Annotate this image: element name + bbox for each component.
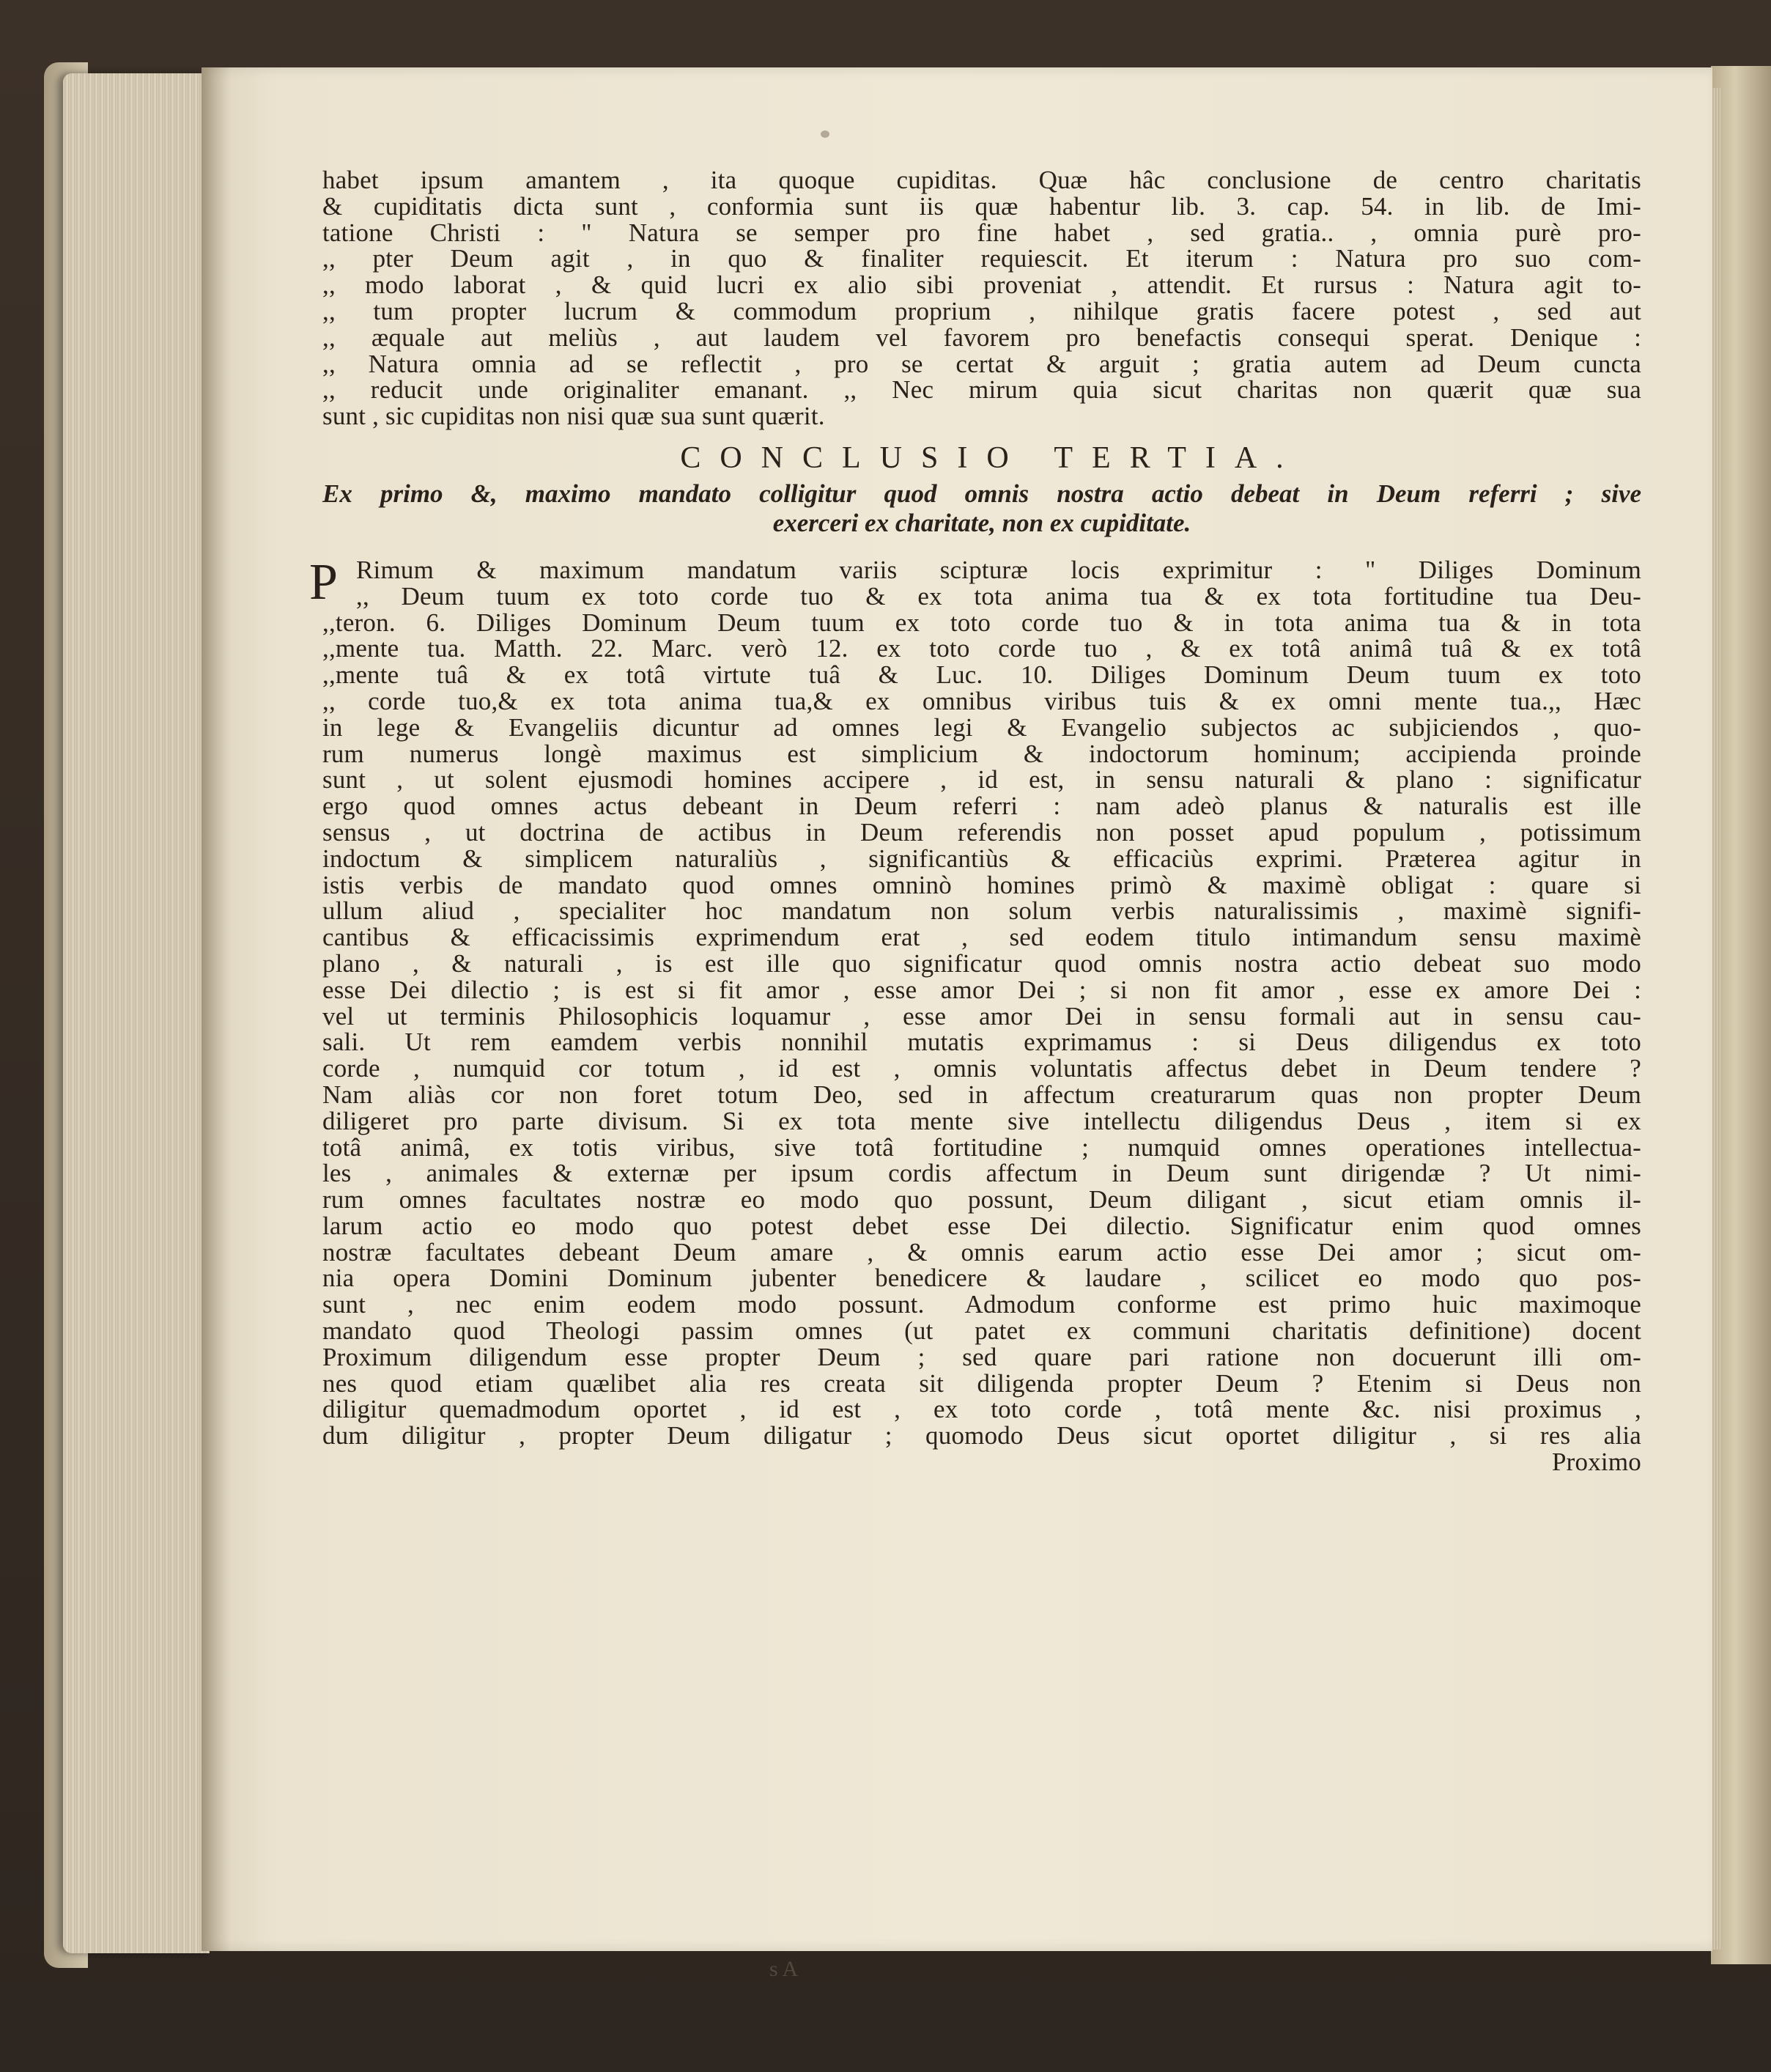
text-line: in lege & Evangeliis dicuntur ad omnes legi & Evangelio subjectos ac subjiciendos , quo- bbox=[322, 712, 1641, 742]
text-line: ,, reducit unde originaliter emanant. ,, Nec mirum quia sicut charitas non quærit quæ sua bbox=[322, 375, 1641, 405]
ink-spot bbox=[821, 130, 829, 138]
text-line: ,,mente tua. Matth. 22. Marc. verò 12. ex toto corde tuo , & ex totâ animâ tuâ & ex totâ bbox=[322, 634, 1641, 663]
drop-cap: P bbox=[309, 553, 338, 611]
text-line: ,, pter Deum agit , in quo & finaliter requiescit. Et iterum : Natura pro suo com- bbox=[322, 244, 1641, 273]
text-line: ,, modo laborat , & quid lucri ex alio sibi proveniat , attendit. Et rursus : Natura agit to- bbox=[322, 270, 1641, 300]
text-line: ullum aliud , specialiter hoc mandatum non solum verbis naturalissimis , maximè signifi- bbox=[322, 896, 1641, 926]
text-line: sunt , sic cupiditas non nisi quæ sua sunt quærit. bbox=[322, 402, 825, 431]
text-line: esse Dei dilectio ; is est si fit amor , esse amor Dei ; si non fit amor , esse ex amore Dei : bbox=[322, 975, 1641, 1004]
text-line: diligitur quemadmodum oportet , id est , ex toto corde , totâ mente &c. nisi proximus , bbox=[322, 1395, 1641, 1424]
text-line: sali. Ut rem eamdem verbis nonnihil mutatis exprimamus : si Deus diligendus ex toto bbox=[322, 1028, 1641, 1057]
text-line: tatione Christi : " Natura se semper pro fine habet , sed gratia.. , omnia purè pro- bbox=[322, 218, 1641, 247]
text-line: Proximum diligendum esse propter Deum ; sed quare pari ratione non docuerunt illi om- bbox=[322, 1342, 1641, 1371]
text-line: nia opera Domini Dominum jubenter benedicere & laudare , scilicet eo modo quo pos- bbox=[322, 1264, 1641, 1293]
text-line: les , animales & externæ per ipsum cordis affectum in Deum sunt dirigendæ ? Ut nimi- bbox=[322, 1159, 1641, 1188]
text-line: corde , numquid cor totum , id est , omnis voluntatis affectus debet in Deum tendere ? bbox=[322, 1054, 1641, 1083]
text-line: larum actio eo modo quo potest debet esse Dei dilectio. Significatur enim quod omnes bbox=[322, 1211, 1641, 1240]
text-line: ,, æquale aut meliùs , aut laudem vel favorem pro benefactis consequi sperat. Denique : bbox=[322, 322, 1641, 352]
text-line: rum numerus longè maximus est simplicium & indoctorum hominum; accipienda proinde bbox=[322, 739, 1641, 768]
section-subheading-line: Ex primo &, maximo mandato colligitur quod omnis nostra actio debeat in Deum referri ; sive bbox=[322, 479, 1641, 508]
text-line: cantibus & efficacissimis exprimendum erat , sed eodem titulo intimandum sensu maximè bbox=[322, 923, 1641, 952]
text-line: & cupiditatis dicta sunt , conformia sunt iis quæ habentur lib. 3. cap. 54. in lib. de Imi- bbox=[322, 191, 1641, 221]
section-subheading-line: exerceri ex charitate, non ex cupiditate. bbox=[772, 508, 1191, 537]
page-edges-left bbox=[63, 73, 210, 1953]
text-line: vel ut terminis Philosophicis loquamur , esse amor Dei in sensu formali aut in sensu cau- bbox=[322, 1001, 1641, 1031]
section-heading: CONCLUSIO TERTIA. bbox=[680, 440, 1303, 475]
text-line: dum diligitur , propter Deum diligatur ; quomodo Deus sicut oportet diligitur , si res alia bbox=[322, 1421, 1641, 1450]
catchword: Proximo bbox=[1552, 1448, 1641, 1477]
text-line: sensus , ut doctrina de actibus in Deum referendis non posset apud populum , potissimum bbox=[322, 817, 1641, 847]
text-line: ,, corde tuo,& ex tota anima tua,& ex omnibus viribus tuis & ex omni mente tua.,, Hæc bbox=[322, 686, 1641, 715]
text-line: ergo quod omnes actus debeant in Deum referri : nam adeò planus & naturalis est ille bbox=[322, 792, 1641, 821]
text-line: sunt , nec enim eodem modo possunt. Admodum conforme est primo huic maximoque bbox=[322, 1290, 1641, 1319]
main-paragraph bbox=[309, 553, 1641, 1450]
text-line: Rimum & maximum mandatum variis scipturæ locis exprimitur : " Diliges Dominum bbox=[356, 555, 1641, 584]
text-line: mandato quod Theologi passim omnes (ut patet ex communi charitatis definitione) docent bbox=[322, 1316, 1641, 1346]
text-line: ,, tum propter lucrum & commodum proprium , nihilque gratis facere potest , sed aut bbox=[322, 296, 1641, 325]
text-line: habet ipsum amantem , ita quoque cupiditas. Quæ hâc conclusione de centro charitatis bbox=[322, 166, 1641, 194]
text-line: ,, Natura omnia ad se reflectit , pro se certat & arguit ; gratia autem ad Deum cuncta bbox=[322, 349, 1641, 378]
signature-mark: s A bbox=[769, 1957, 799, 1981]
page-text bbox=[309, 166, 1641, 1477]
text-line: indoctum & simplicem naturaliùs , significantiùs & efficaciùs exprimi. Præterea agitur in bbox=[322, 844, 1641, 873]
text-line: diligeret pro parte divisum. Si ex tota mente sive intellectu diligendus Deus , item si ex bbox=[322, 1106, 1641, 1135]
text-line: plano , & naturali , is est ille quo significatur quod omnis nostra actio debeat suo modo bbox=[322, 948, 1641, 978]
text-line: totâ animâ, ex totis viribus, sive totâ fortitudine ; numquid omnes operationes intellectua- bbox=[322, 1132, 1641, 1162]
gutter-shadow bbox=[201, 67, 231, 1951]
text-line: ,, Deum tuum ex toto corde tuo & ex tota anima tua & ex tota fortitudine tua Deu- bbox=[356, 581, 1641, 611]
continued-paragraph bbox=[322, 167, 1641, 429]
text-line: istis verbis de mandato quod omnes omninò homines primò & maximè obligat : quare si bbox=[322, 870, 1641, 899]
text-line: rum omnes facultates nostræ eo modo quo possunt, Deum diligant , sicut etiam omnis il- bbox=[322, 1185, 1641, 1214]
text-line: Nam aliàs cor non foret totum Deo, sed in affectum creaturarum quas non propter Deum bbox=[322, 1080, 1641, 1109]
text-line: nes quod etiam quælibet alia res creata sit diligenda propter Deum ? Etenim si Deus non bbox=[322, 1368, 1641, 1398]
text-line: nostræ facultates debeant Deum amare , & omnis earum actio esse Dei amor ; sicut om- bbox=[322, 1237, 1641, 1267]
text-line: sunt , ut solent ejusmodi homines accipere , id est, in sensu naturali & plano : significatur bbox=[322, 765, 1641, 794]
text-line: ,,teron. 6. Diliges Dominum Deum tuum ex toto corde tuo & in tota anima tua & in tota bbox=[322, 608, 1641, 637]
text-line: ,,mente tuâ & ex totâ virtute tuâ & Luc. 10. Diliges Dominum Deum tuum ex toto bbox=[322, 660, 1641, 690]
